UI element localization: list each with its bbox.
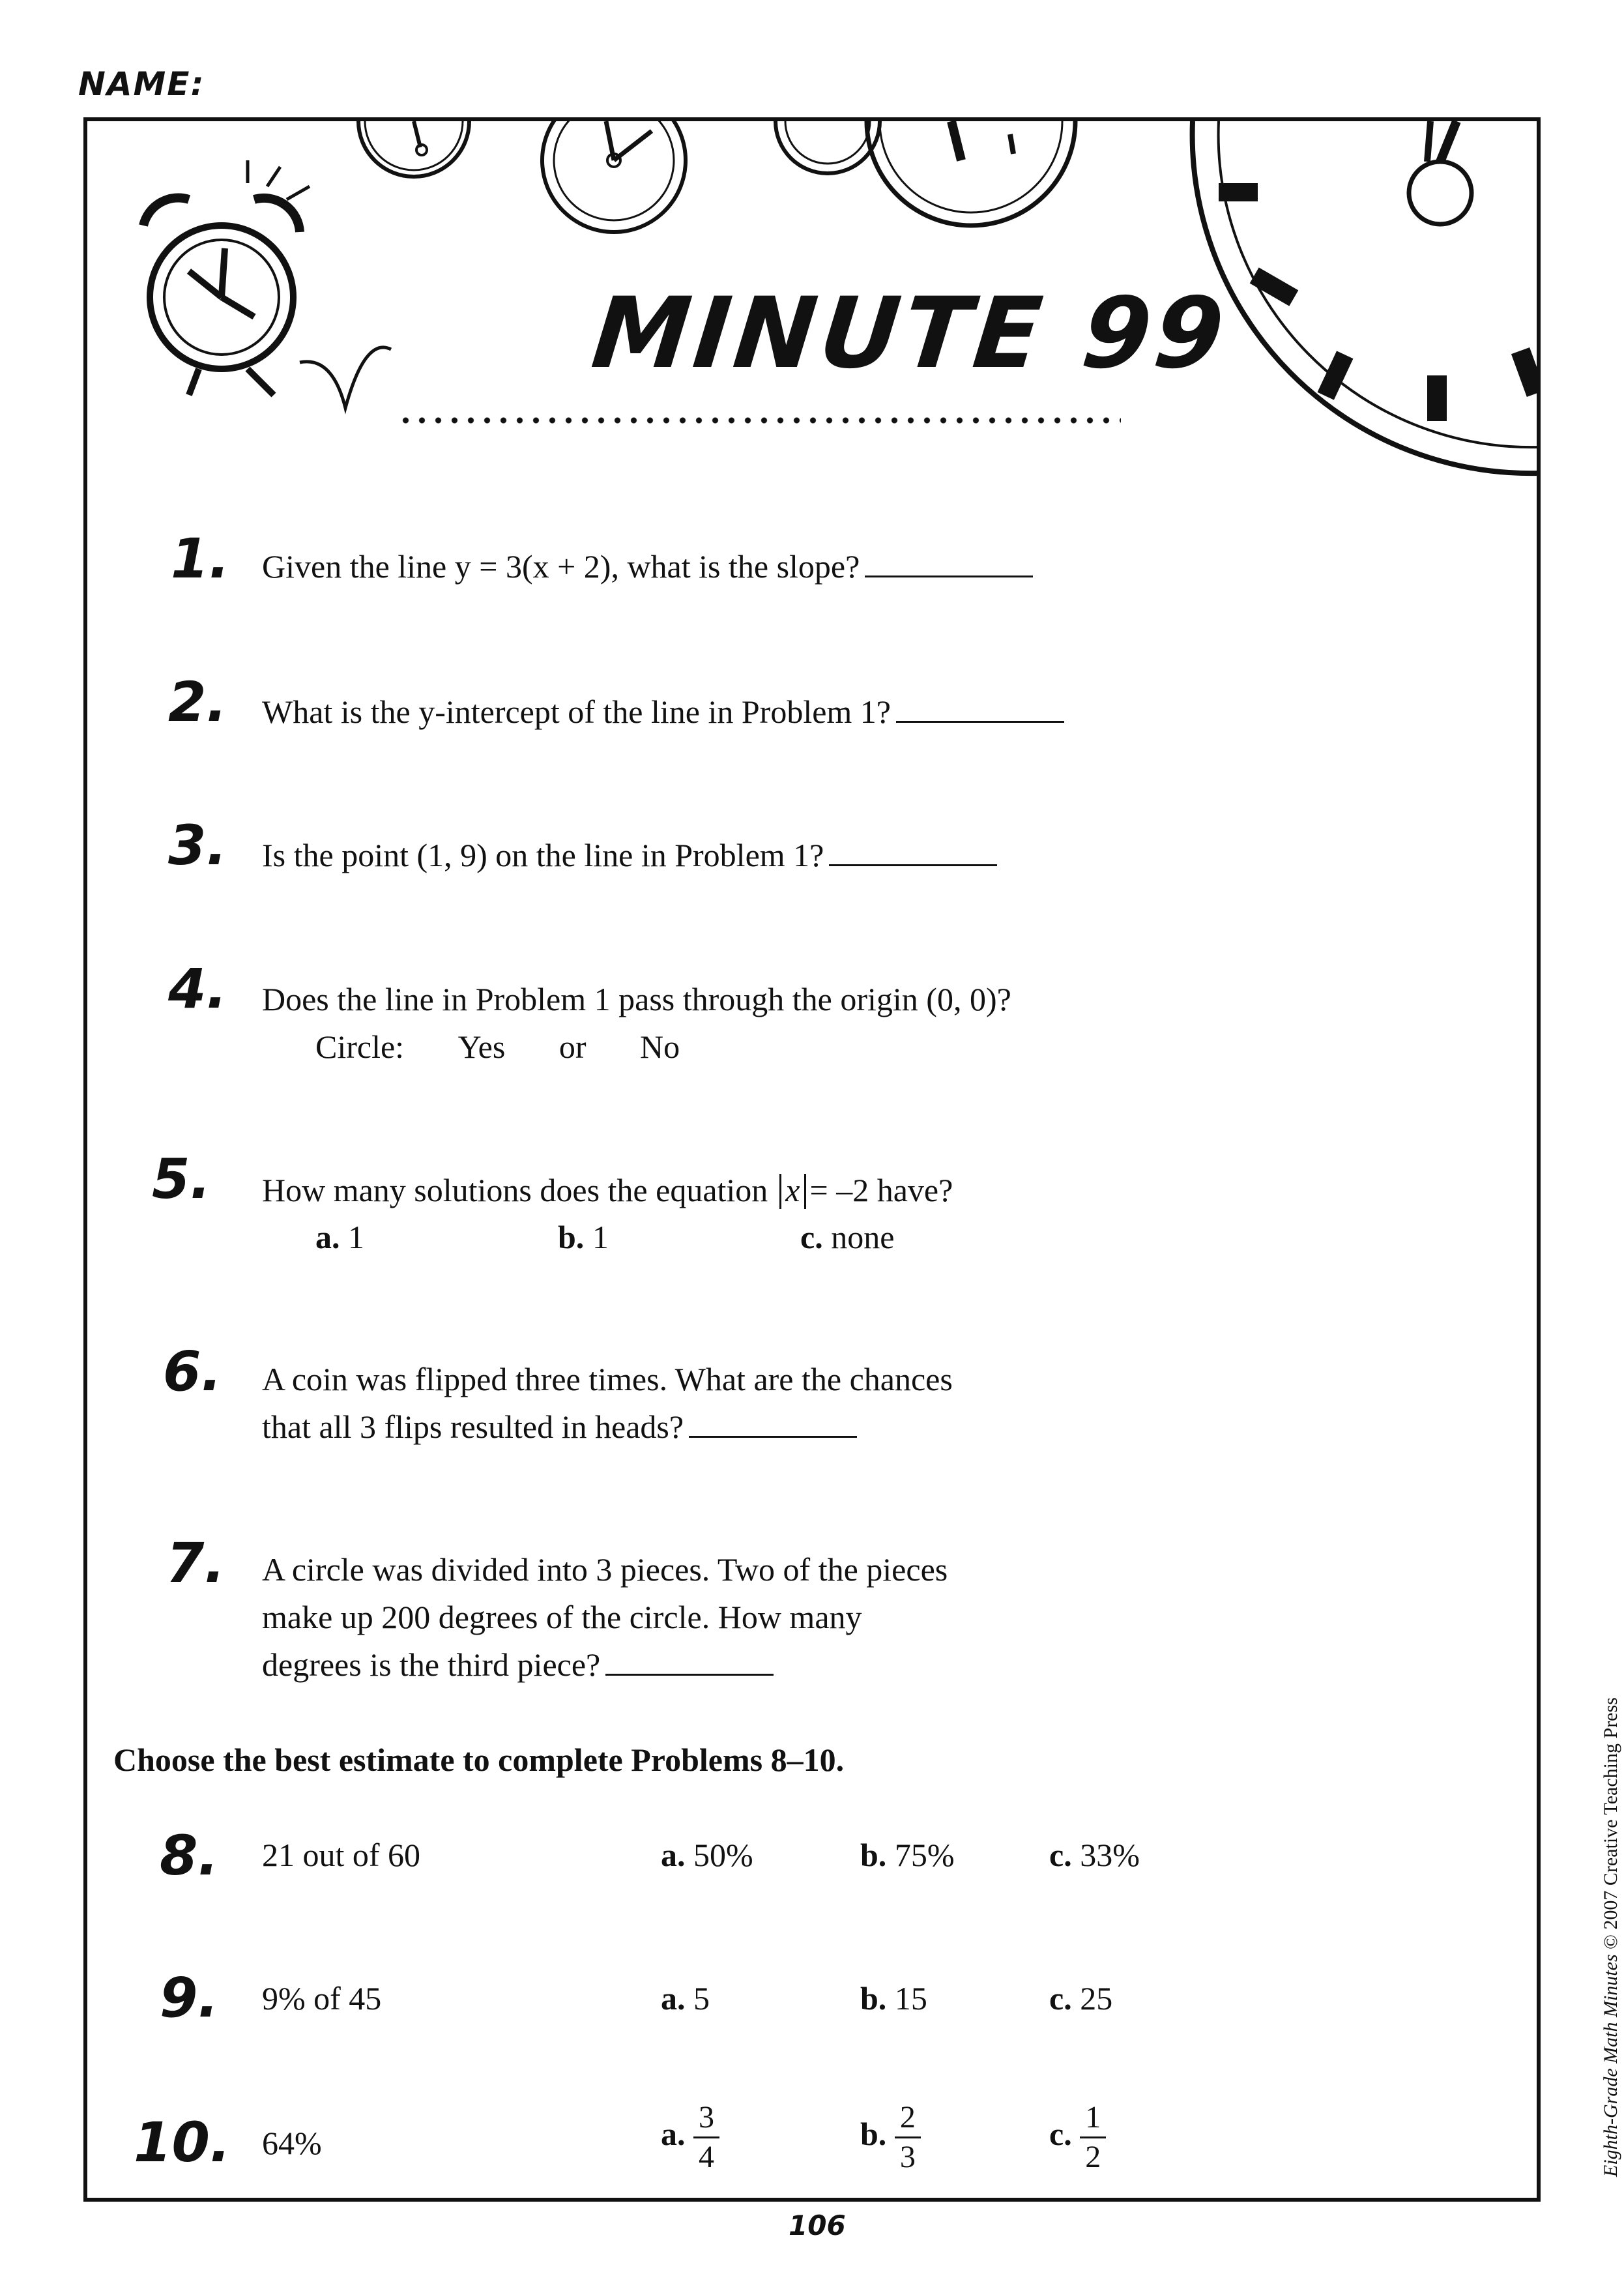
abs-variable: x — [785, 1172, 800, 1208]
choice[interactable]: b. $\frac{2}{3}$ — [860, 2099, 921, 2176]
choice[interactable]: c. 25 — [1049, 1980, 1113, 2017]
choice[interactable]: b. 1 — [558, 1219, 609, 1255]
page-number: 106 — [789, 2209, 846, 2241]
choice[interactable]: a. 5 — [661, 1980, 710, 2017]
problem-number: 8. — [160, 1824, 219, 1888]
question-text: A coin was flipped three times. What are the chances — [262, 1361, 953, 1397]
problem-number: 6. — [163, 1339, 222, 1403]
question-text: degrees is the third piece? — [262, 1646, 601, 1683]
question-text: = –2 have? — [809, 1172, 953, 1208]
answer-blank[interactable] — [896, 697, 1064, 723]
problem-number: 7. — [166, 1531, 225, 1595]
problem-6-text — [262, 1356, 953, 1451]
estimate-prompt: 64% — [262, 2125, 322, 2161]
dotted-divider — [398, 417, 1121, 424]
fraction: $\frac{2}{3}$ — [895, 2099, 921, 2176]
answer-blank[interactable] — [829, 841, 997, 866]
question-text: that all 3 flips resulted in heads? — [262, 1408, 684, 1445]
problem-number: 9. — [160, 1966, 219, 2030]
option-yes[interactable]: Yes — [457, 1028, 506, 1065]
problem-7-text — [262, 1546, 948, 1689]
choice[interactable]: a. 50% — [661, 1837, 753, 1873]
answer-blank[interactable] — [689, 1412, 857, 1438]
problem-4-text: Does the line in Problem 1 pass through the origin (0, 0)? — [262, 981, 1011, 1017]
question-text: make up 200 degrees of the circle. How many — [262, 1599, 862, 1635]
question-text: Given the line y = 3(x + 2), what is the slope? — [262, 548, 860, 585]
problem-number: 4. — [168, 957, 227, 1021]
problem-5-text — [262, 1167, 953, 1214]
estimate-prompt: 21 out of 60 — [262, 1837, 421, 1873]
fraction: $\frac{3}{4}$ — [693, 2099, 719, 2176]
problem-number: 3. — [168, 813, 227, 877]
problem-1-text — [262, 543, 1033, 590]
problem-number: 2. — [168, 670, 227, 734]
page-title: MINUTE 99 — [587, 277, 1233, 390]
small-clock-icon — [542, 121, 686, 232]
copyright-credit: Eighth-Grade Math Minutes © 2007 Creative Teaching Press — [1600, 1697, 1621, 2177]
small-clock-icon — [776, 121, 880, 173]
section-instruction: Choose the best estimate to complete Problems 8–10. — [113, 1742, 845, 1778]
option-no[interactable]: No — [639, 1028, 680, 1065]
answer-blank[interactable] — [605, 1650, 774, 1676]
medium-clock-icon — [867, 121, 1075, 226]
choice[interactable]: a. 1 — [315, 1219, 364, 1255]
choice[interactable]: c. $\frac{1}{2}$ — [1049, 2099, 1106, 2176]
fraction: $\frac{1}{2}$ — [1080, 2099, 1106, 2176]
answer-blank[interactable] — [865, 552, 1033, 577]
small-clock-icon — [358, 121, 469, 177]
circle-label: Circle: — [315, 1028, 405, 1065]
question-text: How many solutions does the equation — [262, 1172, 768, 1208]
choice[interactable]: a. $\frac{3}{4}$ — [661, 2099, 719, 2176]
choice[interactable]: c. none — [800, 1219, 895, 1255]
choice[interactable]: c. 33% — [1049, 1837, 1140, 1873]
name-label: NAME: — [78, 65, 205, 103]
estimate-prompt: 9% of 45 — [262, 1980, 382, 2017]
problem-number: 5. — [152, 1147, 211, 1211]
problem-3-text — [262, 832, 997, 879]
large-clock-icon — [1193, 121, 1539, 473]
problem-number: 10. — [134, 2110, 231, 2174]
alarm-clock-icon — [143, 160, 391, 408]
choice[interactable]: b. 75% — [860, 1837, 955, 1873]
option-or: or — [558, 1028, 587, 1065]
choice[interactable]: b. 15 — [860, 1980, 927, 2017]
problem-2-text — [262, 688, 1064, 736]
circle-options — [315, 1023, 680, 1071]
problem-number: 1. — [171, 527, 230, 590]
question-text: Is the point (1, 9) on the line in Problem 1? — [262, 837, 824, 873]
question-text: What is the y-intercept of the line in Problem 1? — [262, 693, 891, 730]
question-text: A circle was divided into 3 pieces. Two of the pieces — [262, 1551, 948, 1588]
